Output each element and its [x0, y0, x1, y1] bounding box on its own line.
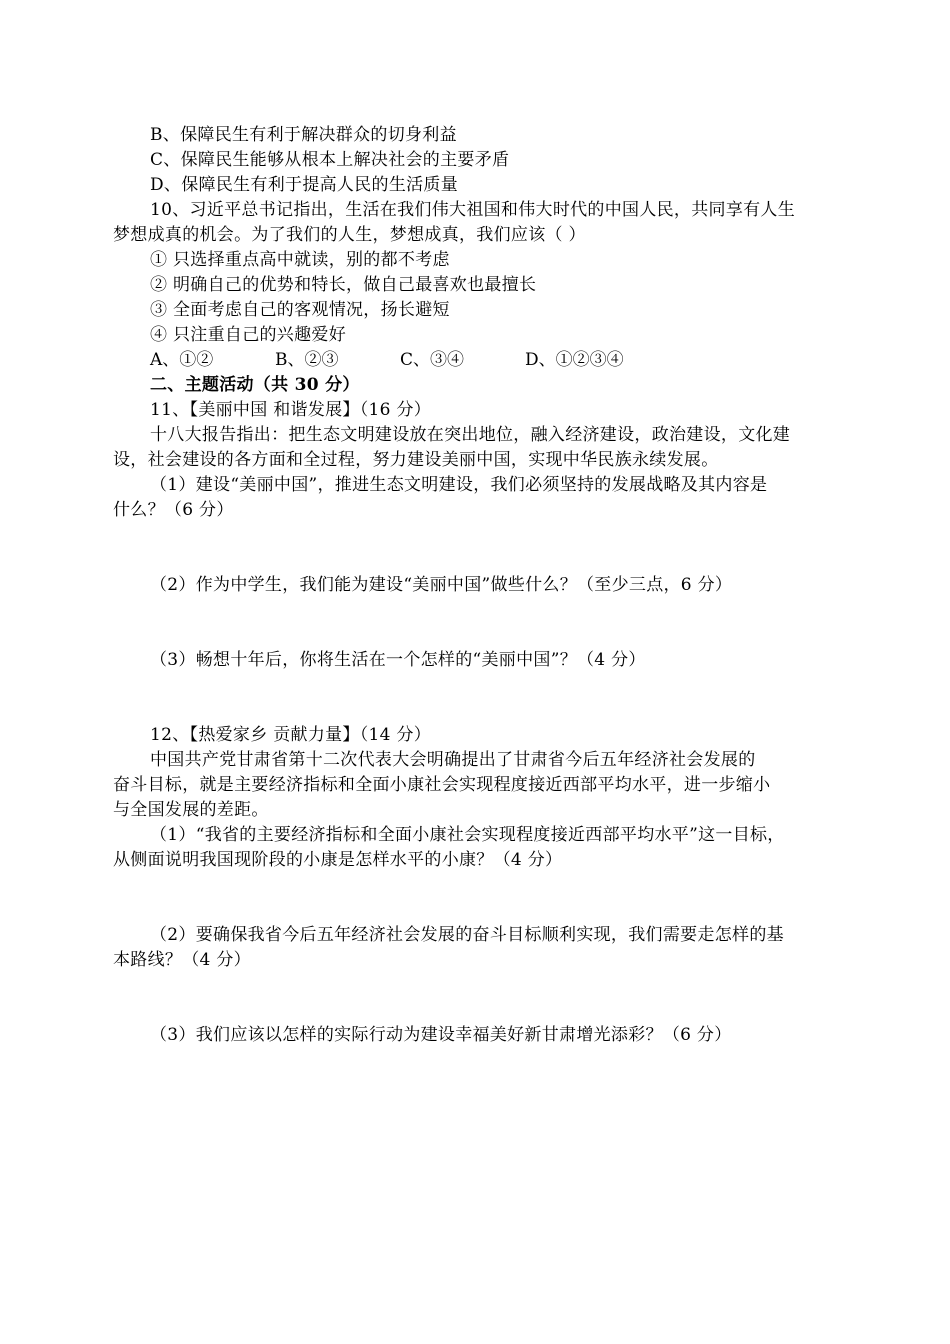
q12-sub3: （3）我们应该以怎样的实际行动为建设幸福美好新甘肃增光添彩？（6 分）	[150, 1025, 732, 1045]
q9-option-b: B、保障民生有利于解决群众的切身利益	[150, 125, 457, 145]
q12-text-line1: 中国共产党甘肃省第十二次代表大会明确提出了甘肃省今后五年经济社会发展的	[150, 750, 756, 770]
q11-title: 11、【美丽中国 和谐发展】（16 分）	[150, 400, 432, 420]
q10-choice-d: D、①②③④	[525, 350, 624, 370]
q10-stem-line1: 10、习近平总书记指出，生活在我们伟大祖国和伟大时代的中国人民，共同享有人生	[150, 200, 796, 220]
q10-choice-c: C、③④	[400, 350, 465, 370]
q11-text-line2: 设，社会建设的各方面和全过程，努力建设美丽中国，实现中华民族永续发展。	[113, 450, 719, 470]
q11-sub1-line1: （1）建设“美丽中国”，推进生态文明建设，我们必须坚持的发展战略及其内容是	[150, 475, 768, 495]
q12-sub1-line1: （1）“我省的主要经济指标和全面小康社会实现程度接近西部平均水平”这一目标，	[150, 825, 785, 845]
q12-sub2-line2: 本路线？（4 分）	[113, 950, 251, 970]
q9-option-c: C、保障民生能够从根本上解决社会的主要矛盾	[150, 150, 510, 170]
q11-sub1-line2: 什么？（6 分）	[113, 500, 234, 520]
q9-option-d: D、保障民生有利于提高人民的生活质量	[150, 175, 459, 195]
section-2-heading: 二、主题活动（共 30 分）	[150, 375, 360, 395]
q11-text-line1: 十八大报告指出：把生态文明建设放在突出地位，融入经济建设，政治建设，文化建	[150, 425, 791, 445]
q10-choice-a: A、①②	[150, 350, 214, 370]
q10-item-1: ① 只选择重点高中就读，别的都不考虑	[150, 250, 450, 270]
q12-text-line2: 奋斗目标，就是主要经济指标和全面小康社会实现程度接近西部平均水平，进一步缩小	[113, 775, 771, 795]
q12-sub1-line2: 从侧面说明我国现阶段的小康是怎样水平的小康？（4 分）	[113, 850, 563, 870]
q10-choice-b: B、②③	[275, 350, 339, 370]
q12-sub2-line1: （2）要确保我省今后五年经济社会发展的奋斗目标顺利实现，我们需要走怎样的基	[150, 925, 784, 945]
q10-item-2: ② 明确自己的优势和特长，做自己最喜欢也最擅长	[150, 275, 537, 295]
q10-item-3: ③ 全面考虑自己的客观情况，扬长避短	[150, 300, 450, 320]
q10-stem-line2: 梦想成真的机会。为了我们的人生，梦想成真，我们应该（ ）	[113, 225, 586, 245]
q12-title: 12、【热爱家乡 贡献力量】（14 分）	[150, 725, 432, 745]
q11-sub2: （2）作为中学生，我们能为建设“美丽中国”做些什么？（至少三点，6 分）	[150, 575, 733, 595]
q10-item-4: ④ 只注重自己的兴趣爱好	[150, 325, 347, 345]
q12-text-line3: 与全国发展的差距。	[113, 800, 269, 820]
q11-sub3: （3）畅想十年后，你将生活在一个怎样的“美丽中国”？（4 分）	[150, 650, 646, 670]
